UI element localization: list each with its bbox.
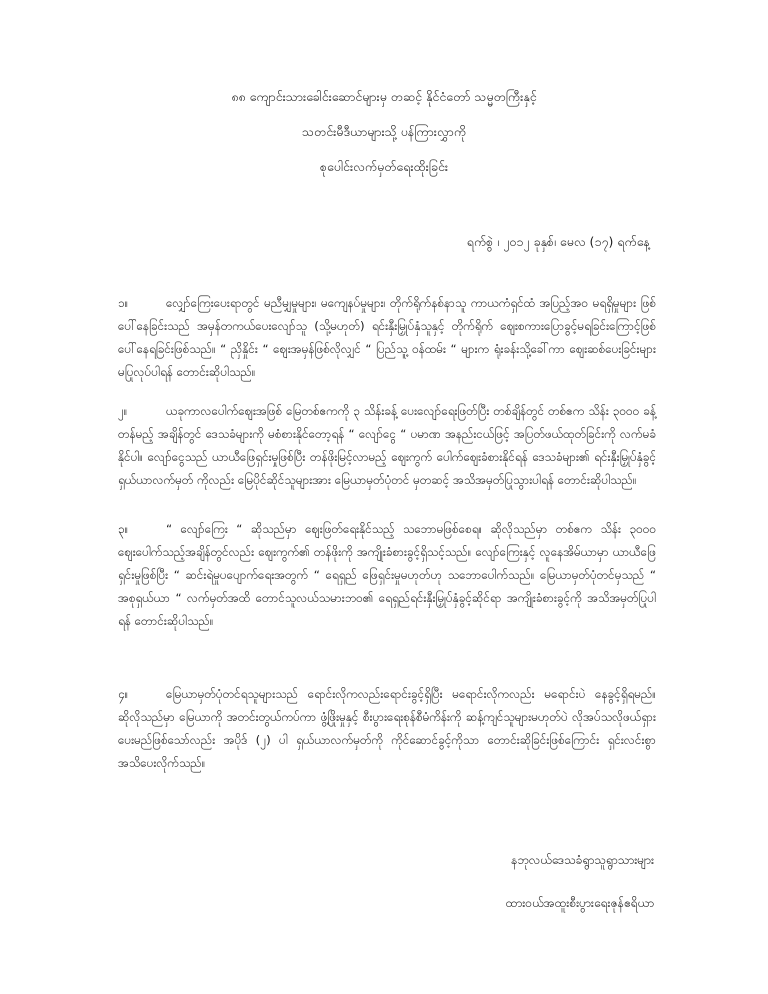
paragraph-number: ၁။ <box>118 296 129 310</box>
document-date: ရက်စွဲ ၊ ၂၀၁၂ ခုနှစ်၊ မေလ (၁၇) ရက်နေ့ <box>466 234 650 249</box>
paragraph-4 <box>118 683 656 775</box>
paragraph-3 <box>118 518 656 633</box>
document-title <box>0 88 768 193</box>
title-line-3: စုပေါင်းလက်မှတ်ရေးထိုးခြင်း <box>319 159 449 174</box>
signature-zone: ထားဝယ်အထူးစီးပွားရေးဇုန်ဧရိယာ <box>505 896 654 910</box>
paragraph-2 <box>118 400 656 492</box>
paragraph-number: ၃။ <box>118 522 129 536</box>
paragraph-text: “ လျော်ကြေး “ ဆိုသည်မှာ ဈေးဖြတ်ရေးနိုင်သည့် သဘောမဖြစ်စေရ။ ဆိုလိုသည်မှာ တစ်ဧက သိန်း ၃၀၀၀ ဈေးပေါက်သည့်အချိန်တွင်လည်း ဈေးကွက်၏ တန်ဖိုးကို အကျိုးခံစားခွင့်ရှိသင့်သည်။ လျော်ကြေးနှင့် လူနေအိမ်ယာမှာ ယာယီဖြေရှင်းမှုဖြစ်ပြီး “ ဆင်းရဲမှုပပျောက်ရေးအတွက် “ ရေရှည် ဖြေရှင်းမှုမဟုတ်ဟု သဘောပေါက်သည်။ မြေယာမှတ်ပုံတင်မှသည် “ အစုရှယ်ယာ “ လက်မှတ်အထိ တောင်သူလယ်သမားဘဝ၏ ရေရှည်ရင်းနှီးမြှုပ်နှံခွင့်ဆိုင်ရာ အကျိုးခံစားခွင့်ကို အသိအမှတ်ပြုပါရန် တောင်းဆိုပါသည်။ <box>118 522 656 628</box>
paragraph-text: ယခုကာလပေါက်ဈေးအဖြစ် မြေတစ်ဧကကို ၃ သိန်းခန့် ပေးလျော်ရေးဖြတ်ပြီး တစ်ချိန်တွင် တစ်ဧက သိန်း ၃၀၀၀ ခန့်တန်မည့် အချိန်တွင် ဒေသခံများကို မစံစားနိုင်တော့ရန် “ လျော်ငွေ “ ပမာဏ အနည်းငယ်ဖြင့် အပြတ်ဖယ်ထုတ်ခြင်းကို လက်မခံနိုင်ပါ။ လျော်ငွေသည် ယာယီဖြေရှင်းမှုဖြစ်ပြီး တန်ဖိုးမြင့်လာမည့် ဈေးကွက် ပေါက်ဈေးခံစားနိုင်ရန် ဒေသခံများ၏ ရင်းနှီးမြှုပ်နှံခွင့် ရှယ်ယာလက်မှတ် ကိုလည်း မြေပိုင်ဆိုင်သူများအား မြေယာမှတ်ပုံတင် မှတဆင့် အသိအမှတ်ပြုသွားပါရန် တောင်းဆိုပါသည်။ <box>118 404 656 487</box>
title-line-1: ၈၈ ကျောင်းသားခေါင်းဆောင်များမှ တဆင့် နိုင်ငံတော် သမ္မတကြီးနှင့် <box>231 89 537 104</box>
paragraph-text: လျှော်ကြေးပေးရာတွင် မညီမျှမှုများ၊ မကျေနပ်မှုများ၊ တိုက်ရိုက်နစ်နာသူ ကာယကံရှင်ထံ အပြည့်အဝ မရရှိမှုများ ဖြစ်ပေါ်နေခြင်းသည် အမှန်တကယ်ပေးလျော်သူ (သို့မဟုတ်) ရင်းနှီးမြှုပ်နှံသူနှင့် တိုက်ရိုက် ဈေးစကားပြောခွင့်မရခြင်းကြောင့်ဖြစ်ပေါ်နေရခြင်းဖြစ်သည်။ “ ညှိနှိုင်း “ ဈေးအမှန်ဖြစ်လိုလျှင် “ ပြည်သူ့ ဝန်ထမ်း “ များက ရုံးခန်းသို့ခေါ်ကာ ဈေးဆစ်ပေးခြင်းများ မပြုလုပ်ပါရန် တောင်းဆိုပါသည်။ <box>118 296 656 379</box>
title-line-2: သတင်းမီဒီယာများသို့ ပန်ကြားလွှာကို <box>301 124 467 139</box>
paragraph-1 <box>118 292 656 384</box>
paragraph-number: ၂။ <box>118 404 128 418</box>
paragraph-number: ၄။ <box>118 687 129 701</box>
paragraph-text: မြေယာမှတ်ပုံတင်ရသူများသည် ရောင်းလိုကလည်းရောင်းခွင့်ရှိပြီး မရောင်းလိုကလည်း မရောင်းပဲ နေခွင့်ရှိရမည်။ ဆိုလိုသည်မှာ မြေယာကို အတင်းတွယ်ကပ်ကာ ဖွံ့ဖြိုးမှုနှင့် စီးပွားရေးစုန်စီမံကိန်းကို ဆန့်ကျင်သူများမဟုတ်ပဲ လိုအပ်သလိုဖယ်ရှားပေးမည်ဖြစ်သော်လည်း အပိုဒ် (၂) ပါ ရှယ်ယာလက်မှတ်ကို ကိုင်ဆောင်ခွင့်ကိုသာ တောင်းဆိုခြင်းဖြစ်ကြောင်း ရှင်းလင်းစွာအသိပေးလိုက်သည်။ <box>118 687 656 770</box>
signature-villagers: နဘုလယ်ဒေသခံရွာသူရွာသားများ <box>511 853 654 867</box>
